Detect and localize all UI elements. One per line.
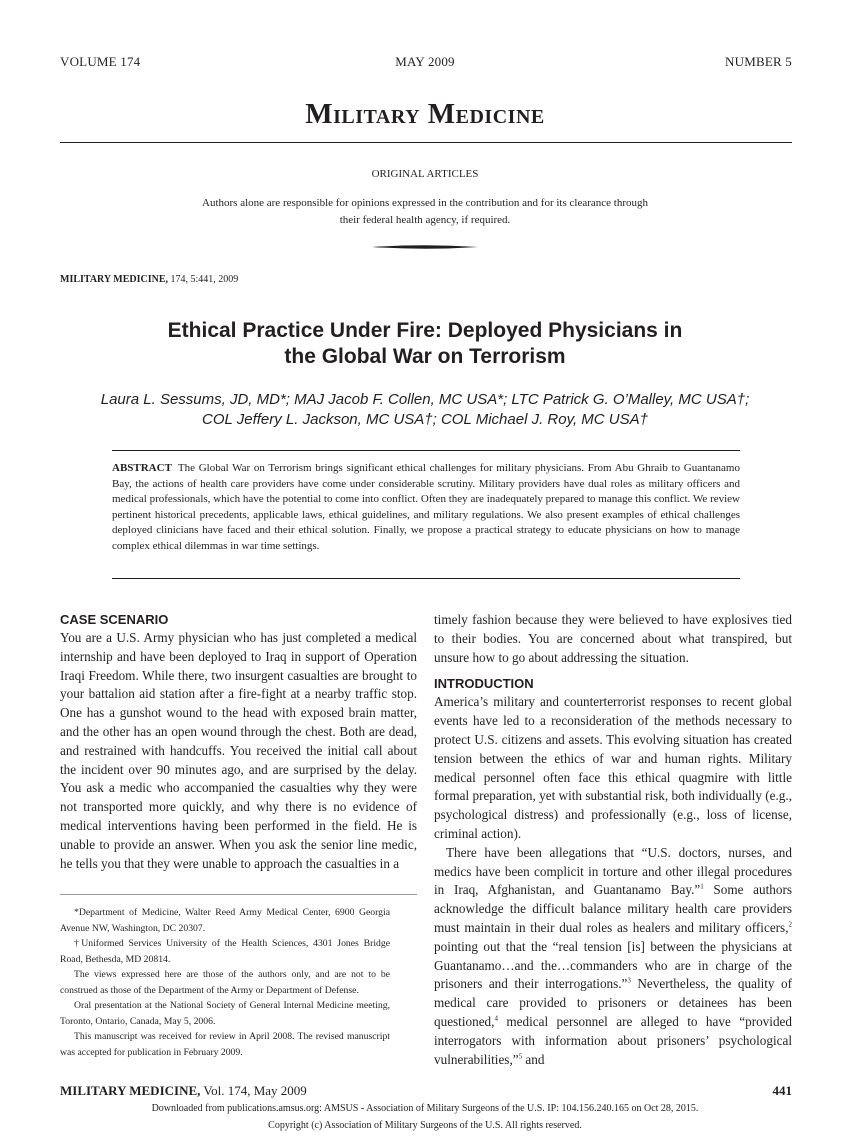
introduction-heading: INTRODUCTION: [434, 676, 534, 692]
download-notice: Downloaded from publications.amsus.org: AMSUS - Association of Military Surgeons of the U.S. IP: 104.156.240.165 on Oct 28, 2015.: [151, 1103, 699, 1114]
journal-masthead: Military Medicine: [305, 98, 545, 130]
reference-marker: 2: [788, 920, 792, 929]
author-list: [60, 390, 790, 430]
page-number: 441: [772, 1083, 792, 1098]
title-line-1: Ethical Practice Under Fire: Deployed Physicians in: [167, 319, 683, 342]
footer-journal-name: MILITARY MEDICINE,: [60, 1083, 201, 1098]
authors-line-1: Laura L. Sessums, JD, MD*; MAJ Jacob F. Collen, MC USA*; LTC Patrick G. O’Malley, MC USA†;: [100, 391, 750, 408]
intro-paragraph-2: [434, 844, 792, 1070]
footnote-item: *Department of Medicine, Walter Reed Army Medical Center, 6900 Georgia Avenue NW, Washington, DC 20307.: [60, 907, 390, 934]
footnotes: [60, 905, 390, 1060]
case-scenario-heading: CASE SCENARIO: [60, 612, 169, 627]
intro-text: pointing out that the “real tension [is] between the physicians at Guantanamo…and the…commanders who are in charge of the prisoners and their interrogations.”: [434, 938, 792, 992]
authors-line-2: COL Jeffery L. Jackson, MC USA†; COL Michael J. Roy, MC USA†: [202, 411, 648, 428]
intro-paragraph-1: America’s military and counterterrorist responses to recent global events have led to a reconsideration of the methods necessary to protect U.S. citizens and assets. This evolving situation has created tension between the ethics of war and human rights. Military medical personnel often face this ethical quagmire with little formal preparation, yet with substantial risk, both individually (e.g., psychological distress) and professionally (e.g., loss of license, criminal action).: [434, 694, 792, 841]
abstract: [112, 461, 740, 554]
case-scenario-text: You are a U.S. Army physician who has just completed a medical internship and have been deployed to Iraq in support of Operation Iraqi Freedom. While there, two insurgent casualties are brought to your battalion aid station after a fire-fight at a nearby traffic stop. One has a gunshot wound to the head with exposed brain matter, and the other has an open wound through the chest. Both are dead, and restrained with handcuffs. You received the initial call about the incident over 90 minutes ago, and are surprised by the delay. You ask a medic who accompanied the casualties why they were not transported more quickly, and why there is no evidence of medical interventions having been performed in the field. He is unable to provide an answer. When you ask the senior line medic, he tells you that they were unable to approach the casualties in a: [60, 630, 417, 871]
footnote-item: This manuscript was received for review in April 2008. The revised manuscript was accepted for publication in February 2009.: [60, 1031, 390, 1058]
reference-marker: 5: [518, 1052, 523, 1061]
reference-marker: 3: [627, 976, 631, 985]
abstract-label: ABSTRACT: [112, 462, 172, 474]
section-label: ORIGINAL ARTICLES: [371, 168, 479, 180]
masthead-rule: [60, 142, 792, 143]
copyright-notice: Copyright (c) Association of Military Surgeons of the U.S. All rights reserved.: [268, 1120, 582, 1131]
abstract-top-rule: [112, 450, 740, 451]
intro-text: Nevertheless, the quality of medical care provided to prisoners or detainees has been questioned,: [434, 976, 792, 1029]
intro-text: There have been allegations that “U.S. doctors, nurses, and medics have been complicit in torture and other illegal procedures in Iraq, Afghanistan, and Guantanamo Bay.”: [434, 844, 792, 898]
footnote-item: Oral presentation at the National Society of General Internal Medicine meeting, Toronto, Ontario, Canada, May 5, 2006.: [60, 1000, 390, 1027]
right-column: [434, 611, 792, 1069]
issue-date: MAY 2009: [395, 54, 455, 69]
abstract-text: The Global War on Terrorism brings significant ethical challenges for military physicians. From Abu Ghraib to Guantanamo Bay, the actions of health care providers have come under considerable scrutiny. Military providers have dual roles as military officers and medical professionals, which have the potential to come into conflict. Often they are inadequately prepared to manage this conflict. We review pertinent historical precedents, applicable laws, ethical guidelines, and military regulations. We also present examples of ethical challenges deployed clinicians have faced and their ethical solution. Finally, we propose a practical strategy to educate physicians on how to manage complex ethical dilemmas in war time settings.: [112, 462, 740, 552]
article-citation: [60, 274, 238, 285]
citation-details: 174, 5:441, 2009: [168, 274, 239, 285]
footer-issue: Vol. 174, May 2009: [200, 1083, 307, 1098]
left-column: [60, 611, 417, 873]
reference-marker: 1: [700, 882, 704, 891]
volume-label: VOLUME 174: [60, 54, 141, 69]
article-title: [90, 318, 760, 370]
abstract-bottom-rule: [112, 578, 740, 579]
footnote-item: †Uniformed Services University of the Health Sciences, 4301 Jones Bridge Road, Bethesda, MD 20814.: [60, 938, 390, 965]
disclaimer-line-1: Authors alone are responsible for opinions expressed in the contribution and for its clearance through: [202, 197, 648, 209]
intro-text: medical personnel are alleged to have “provided interrogators with information about prisoners’ psychological vulnerabilities,”: [434, 1013, 792, 1067]
footnote-item: The views expressed here are those of the authors only, and are not to be construed as those of the Department of the Army or Department of Defense.: [60, 969, 390, 996]
intro-text: Some authors acknowledge the difficult balance military health care providers must maintain in their dual roles as healers and military officers,: [434, 882, 792, 935]
case-scenario-continued: timely fashion because they were believed to have explosives tied to their bodies. You are concerned about what transpired, but unsure how to go about addressing the situation.: [434, 612, 792, 665]
title-line-2: the Global War on Terrorism: [284, 345, 566, 368]
issue-number: NUMBER 5: [725, 54, 792, 69]
footnote-rule: [60, 894, 417, 895]
reference-marker: 4: [494, 1014, 498, 1023]
footer-journal: [60, 1083, 307, 1099]
intro-text: and: [522, 1051, 545, 1067]
citation-journal: MILITARY MEDICINE,: [60, 274, 168, 285]
disclaimer-line-2: their federal health agency, if required.: [339, 214, 511, 226]
decorative-swash: [372, 244, 478, 250]
